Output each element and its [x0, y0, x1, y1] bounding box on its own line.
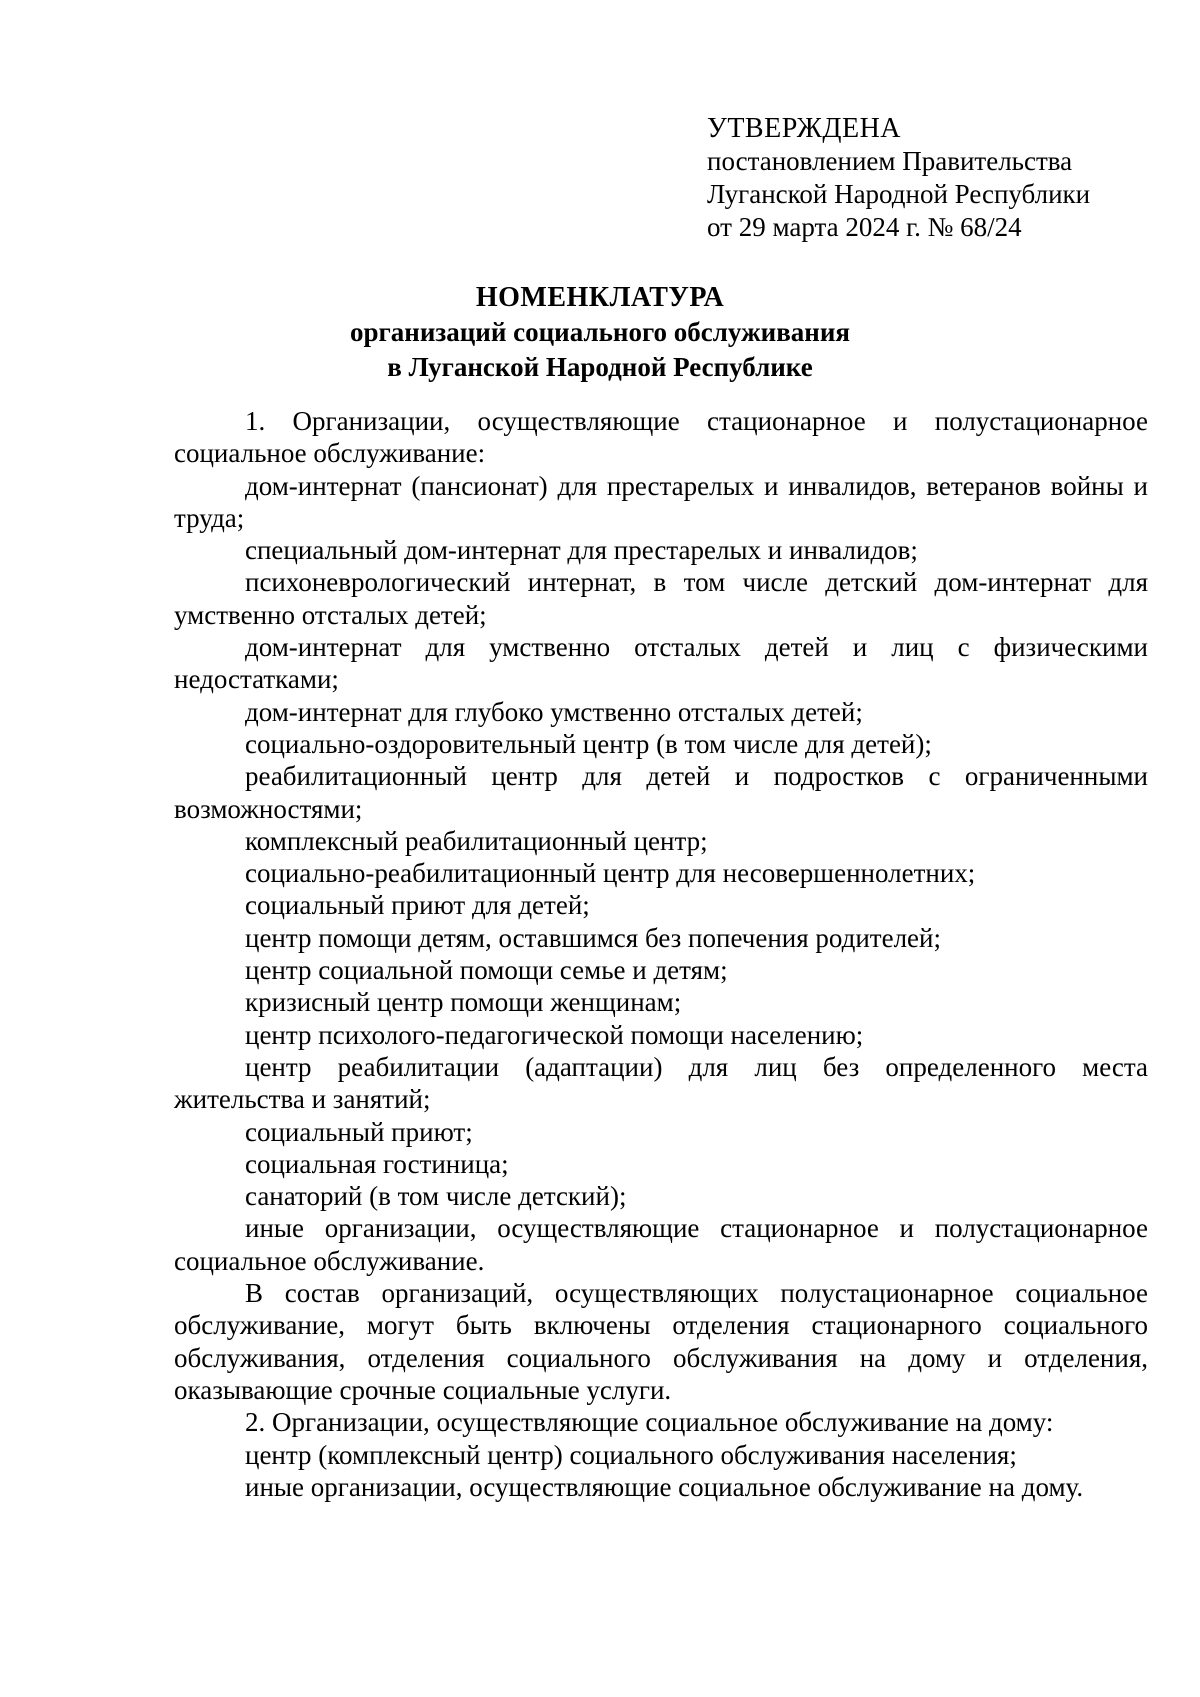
list-item: комплексный реабилитационный центр;	[245, 825, 708, 856]
list-item: центр реабилитации (адаптации) для лиц без определенного места жительства и занятий;	[174, 1051, 1148, 1115]
approval-block	[707, 112, 1090, 244]
list-item: санаторий (в том числе детский);	[245, 1181, 627, 1212]
document-body	[174, 405, 1148, 1503]
section-2-heading: 2. Организации, осуществляющие социальное обслуживание на дому:	[245, 1407, 1054, 1438]
list-item: дом-интернат (пансионат) для престарелых и инвалидов, ветеранов войны и труда;	[174, 470, 1148, 533]
list-item: центр психолого-педагогической помощи населению;	[245, 1019, 864, 1050]
title-line-2: организаций социального обслуживания	[349, 317, 851, 347]
list-item: центр социальной помощи семье и детям;	[245, 955, 728, 986]
list-item: социально-реабилитационный центр для несовершеннолетних;	[245, 858, 976, 889]
list-item: кризисный центр помощи женщинам;	[245, 987, 682, 1018]
title-main: НОМЕНКЛАТУРА	[475, 282, 725, 313]
list-item: социальный приют для детей;	[245, 890, 590, 921]
list-item: центр (комплексный центр) социального обслуживания населения;	[245, 1439, 1017, 1470]
list-item: социальный приют;	[245, 1116, 473, 1147]
list-item: реабилитационный центр для детей и подростков с ограниченными возможностями;	[174, 761, 1148, 824]
list-item: специальный дом-интернат для престарелых и инвалидов;	[245, 535, 918, 566]
list-item: психоневрологический интернат, в том числе детский дом-интернат для умственно отсталых детей;	[174, 567, 1148, 630]
section-1-heading: 1. Организации, осуществляющие стационарное и полустационарное социальное обслуживание:	[174, 406, 1148, 469]
list-item: социально-оздоровительный центр (в том числе для детей);	[245, 728, 932, 759]
list-item: социальная гостиница;	[245, 1148, 509, 1179]
approval-line-2: Луганской Народной Республики	[707, 179, 1091, 209]
approval-line-1: постановлением Правительства	[707, 146, 1073, 176]
title-line-3: в Луганской Народной Республике	[387, 352, 813, 382]
list-item: дом-интернат для умственно отсталых детей и лиц с физическими недостатками;	[174, 632, 1148, 695]
list-item: иные организации, осуществляющие стационарное и полустационарное социальное обслуживание.	[174, 1213, 1148, 1276]
approval-stamp: УТВЕРЖДЕНА	[707, 113, 902, 144]
list-item: дом-интернат для глубоко умственно отсталых детей;	[245, 696, 863, 727]
document-title	[0, 280, 1200, 385]
composition-paragraph: В состав организаций, осуществляющих полустационарное социальное обслуживание, могут быть включены отделения стационарного социального обслуживания, отделения социального обслуживания на дому и отделения, оказывающие срочные социальные услуги.	[174, 1278, 1148, 1405]
list-item: иные организации, осуществляющие социальное обслуживание на дому.	[245, 1471, 1084, 1502]
list-item: центр помощи детям, оставшимся без попечения родителей;	[245, 922, 941, 953]
approval-line-3: от 29 марта 2024 г. № 68/24	[707, 212, 1022, 242]
